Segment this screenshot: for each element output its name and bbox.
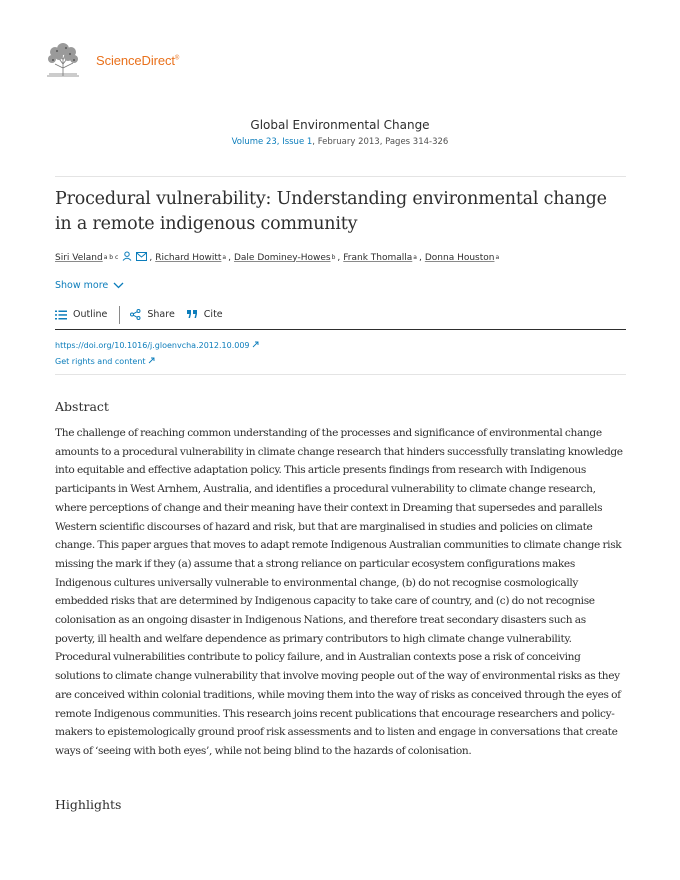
author-separator: , [228, 252, 231, 263]
toolbar-divider [119, 306, 120, 324]
elsevier-logo[interactable] [43, 42, 179, 78]
author-affiliation: a [222, 254, 227, 261]
article-title: Procedural vulnerability: Understanding environmental change in a remote indigenous community [55, 189, 607, 234]
sciencedirect-brand[interactable]: ScienceDirect® [96, 52, 180, 68]
author-affiliation: a [413, 254, 417, 261]
doi-link[interactable] [55, 338, 259, 354]
share-label: Share [147, 309, 175, 320]
share-icon [130, 309, 141, 320]
quote-icon [187, 310, 198, 319]
show-more-label: Show more [55, 280, 109, 291]
doi-text: https://doi.org/10.1016/j.gloenvcha.2012.10.009 [55, 341, 250, 350]
journal-title[interactable]: Global Environmental Change [250, 118, 430, 132]
header-divider [55, 176, 626, 177]
links-divider [55, 374, 626, 375]
author-affiliation: a b c [103, 254, 119, 261]
elsevier-tree-logo [43, 42, 83, 78]
person-icon[interactable] [122, 251, 132, 264]
external-link-icon [252, 341, 259, 348]
outline-label: Outline [73, 309, 108, 320]
author-link[interactable]: Dale Dominey-Howes [233, 252, 331, 263]
volume-pages: , February 2013, Pages 314-326 [312, 137, 449, 147]
author-link[interactable]: Donna Houston [424, 252, 495, 263]
show-more-button[interactable] [55, 280, 124, 291]
share-button[interactable] [130, 306, 174, 320]
external-link-icon [148, 357, 155, 364]
journal-volume [0, 137, 680, 147]
list-icon [55, 310, 67, 320]
rights-link[interactable] [55, 354, 259, 370]
outline-button[interactable] [55, 306, 107, 320]
article-toolbar [55, 306, 626, 330]
author-affiliation: a [495, 254, 500, 261]
volume-link[interactable]: Volume 23, Issue 1 [231, 137, 313, 147]
cite-label: Cite [203, 309, 223, 320]
mail-icon[interactable] [136, 252, 147, 264]
author-separator: , [418, 252, 422, 263]
rights-text: Get rights and content [55, 357, 146, 366]
cite-button[interactable] [187, 306, 223, 320]
author-list [55, 251, 499, 264]
author-separator: , [337, 252, 341, 263]
chevron-down-icon [113, 282, 124, 289]
abstract-body: The challenge of reaching common understanding of the processes and significance of environmental change amounts to a procedural vulnerability in climate change research that hinders successfully translating knowledge into equitable and effective adaptation policy. This article presents findings from research with Indigenous participants in West Arnhem, Australia, and identifies a procedural vulnerability to climate change research, where perceptions of change and their meaning have their context in Dreaming that supersedes and parallels Western scientific discourses of hazard and risk, but that are marginalised in studies and policies on climate change. This paper argues that moves to adapt remote Indigenous Australian communities to climate change risk missing the mark if they (a) assume that a strong reliance on particular ecosystem configurations makes Indigenous cultures universally vulnerable to environmental change, (b) do not recognise cosmologically embedded risks that are determined by Indigenous capacity to take care of country, and (c) do not recognise colonisation as an ongoing disaster in Indigenous Nations, and therefore treat secondary disasters such as poverty, ill health and welfare dependence as primary contributors to high climate change vulnerability. Procedural vulnerabilities contribute to policy failure, and in Australian contexts pose a risk of conceiving solutions to climate change vulnerability that involve moving people out of the way of environmental risks as they are conceived within colonial traditions, while moving them into the way of risks as conceived through the eyes of remote Indigenous communities. This research joins recent publications that encourage researchers and policy-makers to epistemologically ground proof risk assessments and to listen and engage in conversations that create ways of ‘seeing with both eyes’, while not being blind to the hazards of colonisation. [55, 427, 623, 757]
author-separator: , [149, 252, 153, 263]
abstract-heading: Abstract [55, 399, 109, 414]
article-links [55, 338, 259, 370]
author-link[interactable]: Siri Veland [55, 252, 103, 263]
author-link[interactable]: Richard Howitt [155, 252, 222, 263]
author-link[interactable]: Frank Thomalla [343, 252, 413, 263]
author-affiliation: b [331, 254, 336, 261]
highlights-heading: Highlights [55, 797, 122, 812]
